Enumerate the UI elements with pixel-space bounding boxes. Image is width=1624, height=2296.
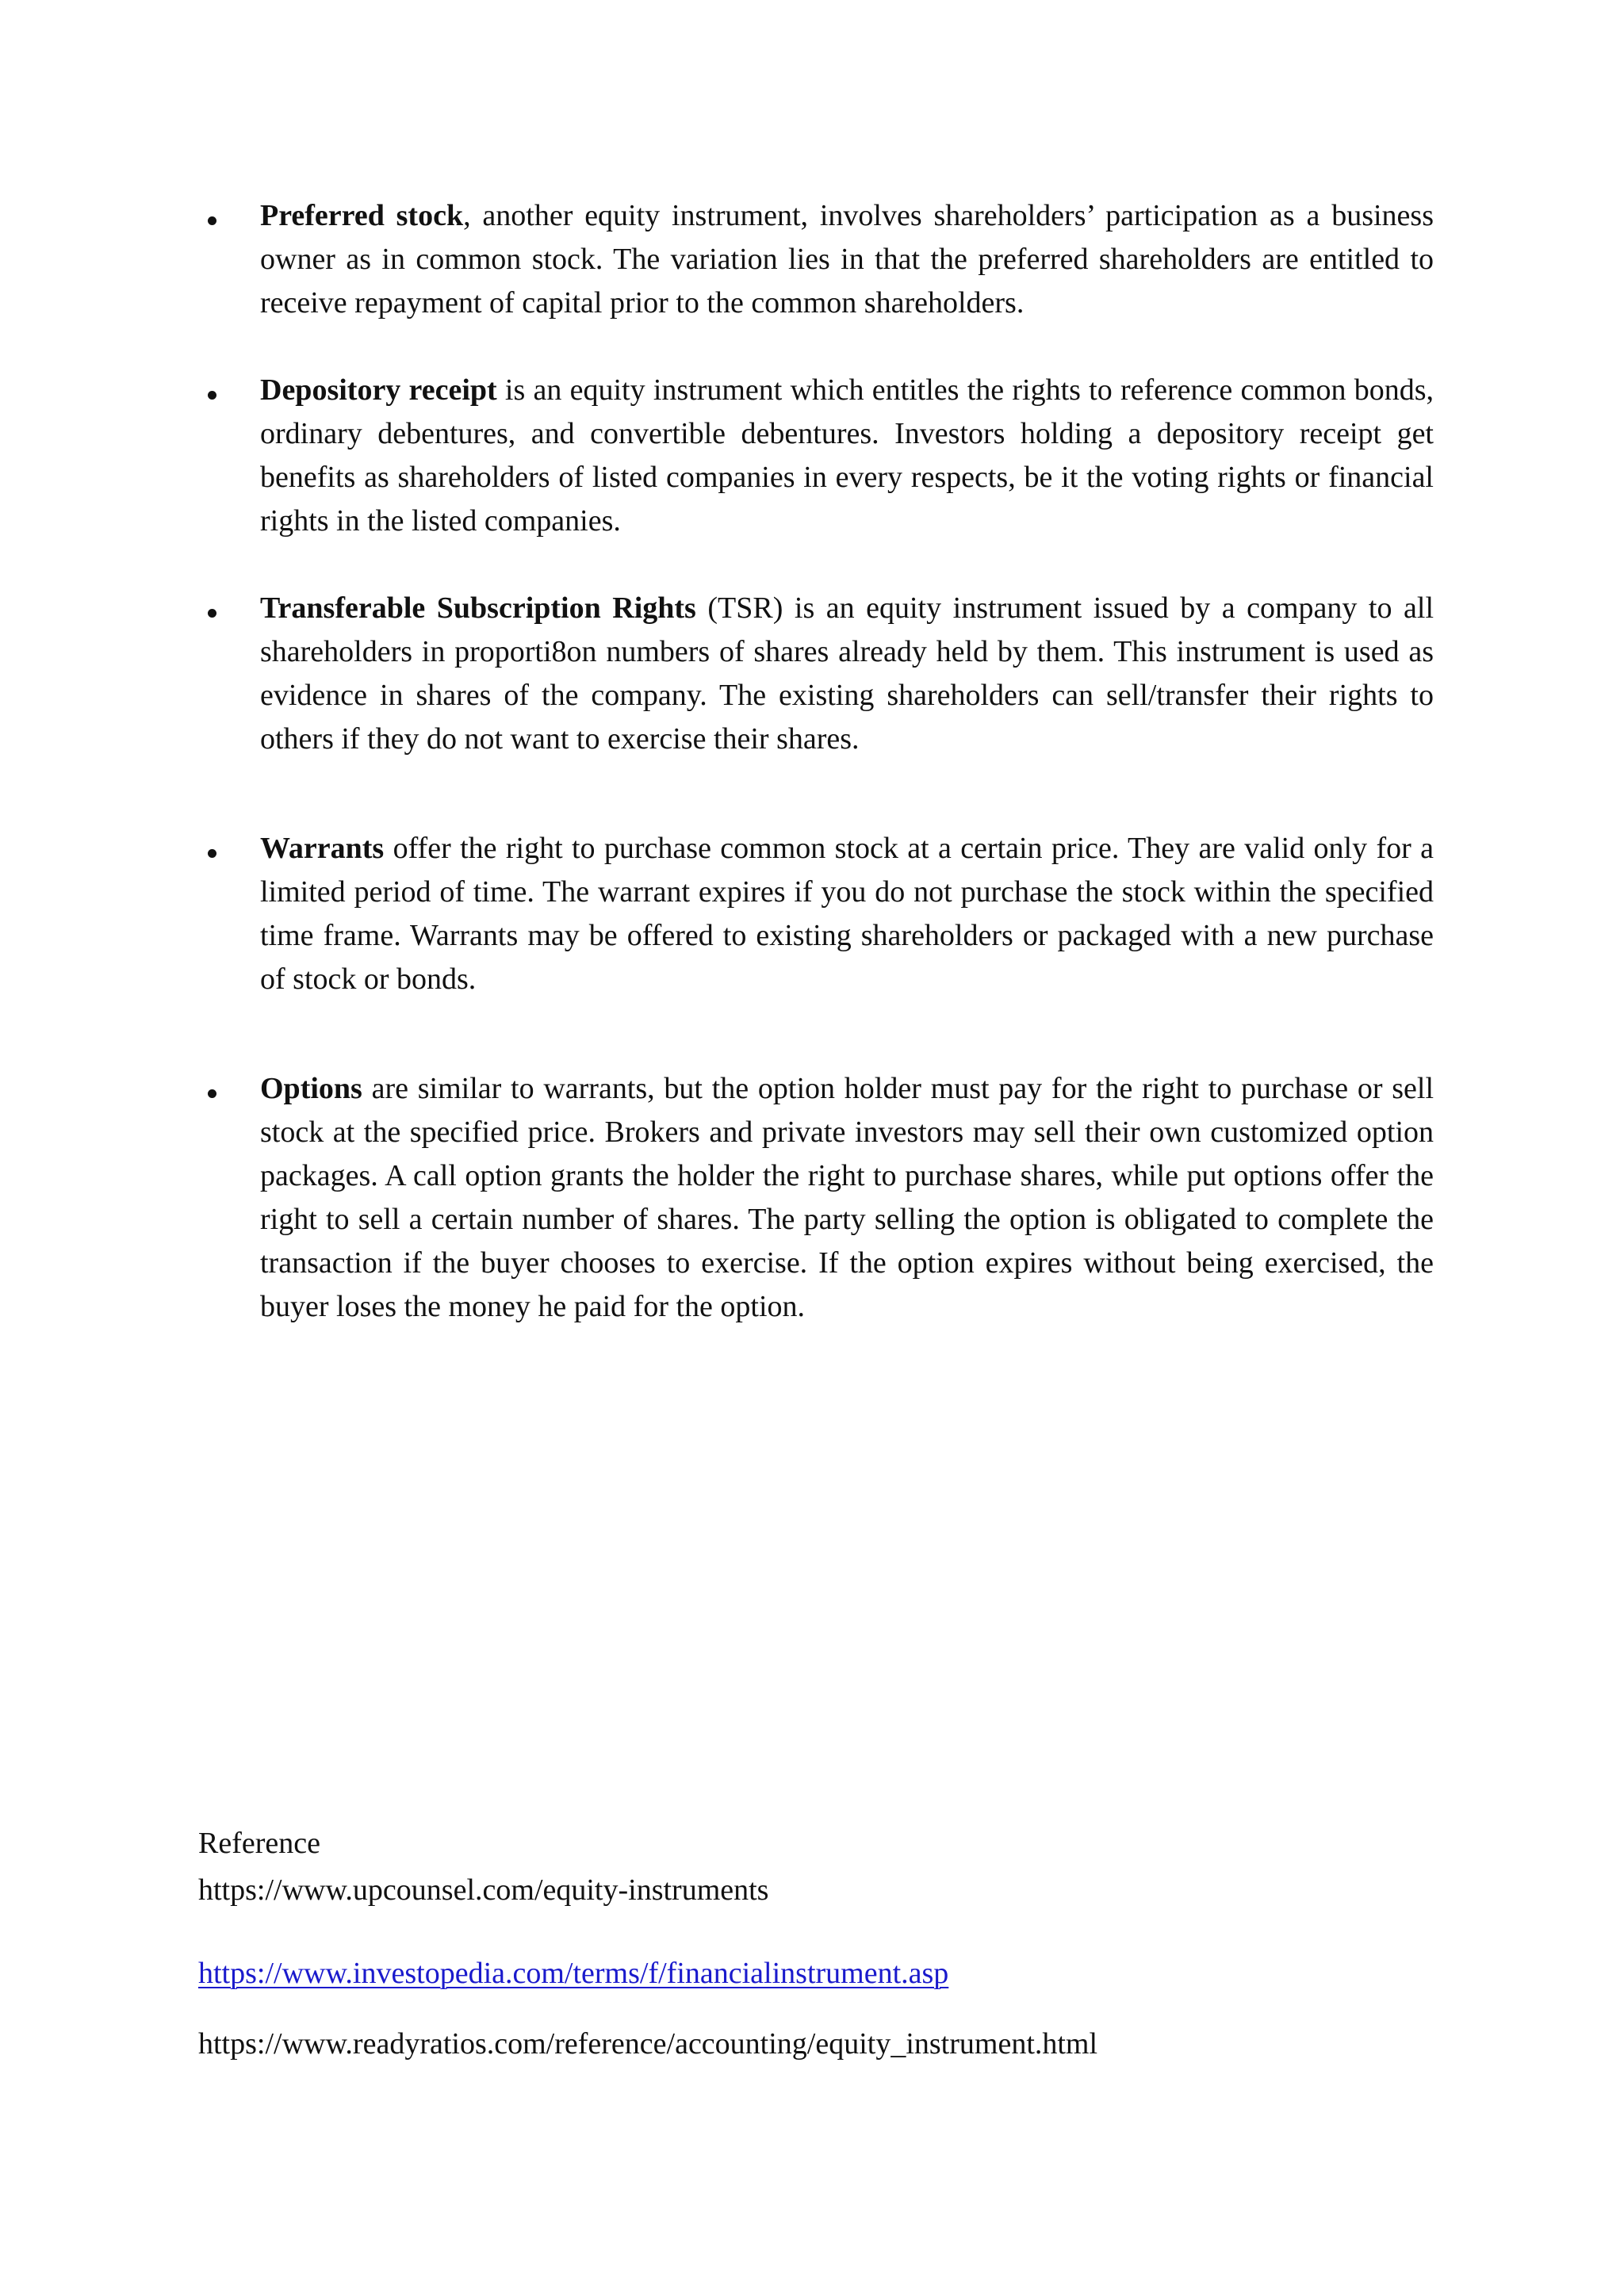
bullet-icon (208, 391, 216, 400)
bullet-body: , another equity instrument, involves shareholders’ participation as a business owner as in common stock. The variation lies in that the preferred shareholders are entitled to receive repayment of capital prior to the common shareholders. (260, 199, 1434, 320)
bullet-icon (208, 849, 216, 858)
reference-url-readyratios: https://www.readyratios.com/reference/accounting/equity_instrument.html (198, 2027, 1098, 2061)
references-heading: Reference (198, 1827, 320, 1860)
bullet-body: are similar to warrants, but the option holder must pay for the right to purchase or sell stock at the specified price. Brokers and private investors may sell their own customized option packages. A call option grants the holder the right to purchase shares, while put options offer the right to sell a certain number of shares. The party selling the option is obligated to complete the transaction if the buyer chooses to exercise. If the option expires without being exercised, the buyer loses the money he paid for the option. (260, 1072, 1434, 1323)
bullet-icon (208, 1089, 216, 1098)
bullet-text (260, 1067, 1434, 1329)
bullet-text (260, 587, 1434, 761)
reference-link-investopedia[interactable]: https://www.investopedia.com/terms/f/financialinstrument.asp (198, 1957, 949, 1990)
reference-url-upcounsel: https://www.upcounsel.com/equity-instruments (198, 1873, 769, 1907)
bullet-term: Preferred stock (260, 199, 464, 232)
bullet-body: (TSR) is an equity instrument issued by a company to all shareholders in proporti8on numbers of shares already held by them. This instrument is used as evidence in shares of the company. The existing shareholders can sell/transfer their rights to others if they do not want to exercise their shares. (260, 591, 1434, 756)
bullet-term: Depository receipt (260, 373, 497, 407)
bullet-body: is an equity instrument which entitles the rights to reference common bonds, ordinary debentures, and convertible debentures. Investors holding a depository receipt get benefits as shareholders of listed companies in every respects, be it the voting rights or financial rights in the listed companies. (260, 373, 1434, 538)
bullet-text (260, 194, 1434, 325)
bullet-text (260, 827, 1434, 1001)
bullet-term: Options (260, 1072, 362, 1105)
bullet-body: offer the right to purchase common stock at a certain price. They are valid only for a limited period of time. The warrant expires if you do not purchase the stock within the specified time frame. Warrants may be offered to existing shareholders or packaged with a new purchase of stock or bonds. (260, 832, 1434, 996)
bullet-term: Transferable Subscription Rights (260, 591, 696, 625)
bullet-icon (208, 609, 216, 618)
bullet-icon (208, 216, 216, 225)
bullet-text (260, 369, 1434, 543)
bullet-term: Warrants (260, 832, 385, 865)
